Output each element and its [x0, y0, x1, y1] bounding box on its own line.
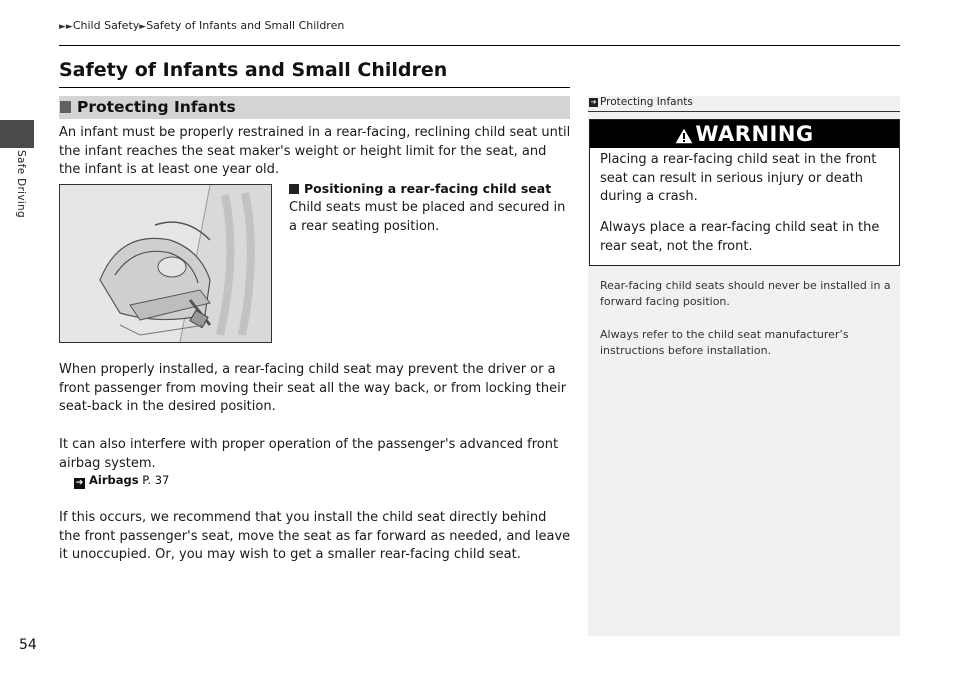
warning-header [590, 120, 899, 148]
side-note-header [588, 96, 900, 112]
breadcrumb [59, 19, 344, 32]
page-number: 54 [19, 637, 37, 653]
chapter-label: Safe Driving [15, 150, 27, 218]
breadcrumb-item-current: Safety of Infants and Small Children [146, 19, 345, 32]
reference-arrow-icon: ➔ [75, 478, 84, 488]
section-title: Protecting Infants [77, 98, 236, 116]
installation-paragraph: When properly installed, a rear-facing child seat may prevent the driver or a front passenger from moving their seat all the way back, or from locking their seat-back in the desired position. [59, 362, 567, 415]
page-title: Safety of Infants and Small Children [59, 59, 448, 81]
positioning-text: Child seats must be placed and secured in a rear seating position. [289, 200, 566, 234]
breadcrumb-arrows-icon: ►► [59, 22, 73, 32]
positioning-subheading [289, 181, 551, 196]
warning-text-1: Placing a rear-facing child seat in the front seat can result in serious injury or death during a crash. [600, 152, 877, 205]
section-square-icon [60, 101, 71, 113]
intro-paragraph: An infant must be properly restrained in a rear-facing, reclining child seat until the infant reaches the seat maker's weight or height limit for the seat, and the infant is at least one year old. [59, 125, 571, 178]
side-note-2: Always refer to the child seat manufacturer’s instructions before installation. [600, 328, 849, 358]
airbag-paragraph: It can also interfere with proper operation of the passenger's advanced front airbag system. [59, 437, 559, 471]
header-divider [59, 45, 900, 46]
note-marker-icon: ➔ [590, 98, 597, 106]
airbags-cross-reference[interactable] [74, 473, 169, 489]
chapter-tab-marker [0, 120, 34, 148]
subheading-square-icon [289, 184, 299, 194]
recommendation-paragraph: If this occurs, we recommend that you install the child seat directly behind the front passenger's seat, move the seat as far forward as needed, and leave it unoccupied. Or, you may wish to get a smaller rear-facing child seat. [59, 510, 571, 563]
xref-page[interactable]: P. 37 [142, 473, 170, 487]
subheading-text: Positioning a rear-facing child seat [304, 181, 552, 196]
breadcrumb-separator-icon: ► [139, 22, 147, 32]
xref-label[interactable]: Airbags [89, 473, 139, 487]
child-seat-illustration [59, 184, 272, 343]
rear-facing-seat-drawing [60, 185, 271, 342]
warning-title: WARNING [695, 122, 814, 146]
breadcrumb-item-child-safety[interactable]: Child Safety [72, 19, 140, 32]
warning-text-2: Always place a rear-facing child seat in the rear seat, not the front. [600, 220, 880, 254]
warning-box [589, 119, 900, 266]
side-note-title: Protecting Infants [600, 96, 693, 108]
title-divider [59, 87, 570, 88]
section-heading-bar [59, 96, 570, 119]
side-note-1: Rear-facing child seats should never be installed in a forward facing position. [600, 279, 891, 309]
warning-triangle-icon [675, 128, 693, 144]
